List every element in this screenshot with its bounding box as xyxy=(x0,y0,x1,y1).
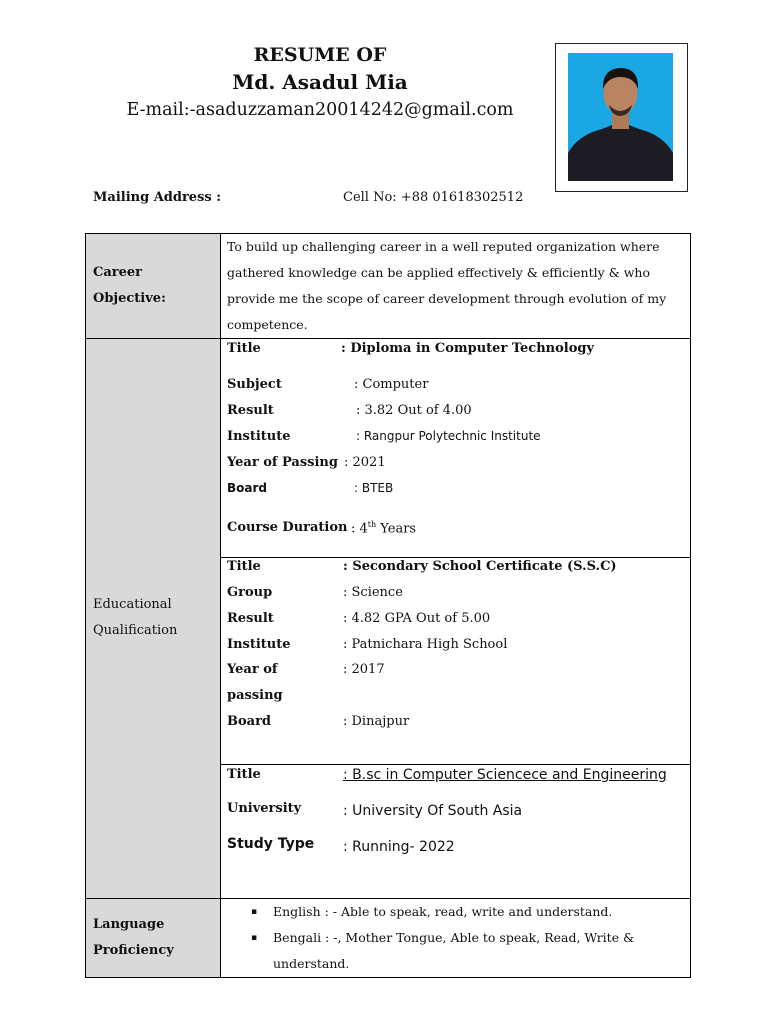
duration-suffix: th xyxy=(367,520,377,529)
diploma-institute-key: Institute xyxy=(227,429,291,444)
career-objective-text: To build up challenging career in a well reputed organization where gathered knowledge can be applied effectively & efficiently & who provide me the scope of career development through evolution of my competence. xyxy=(221,234,691,339)
profile-photo xyxy=(568,53,673,181)
resume-table xyxy=(85,233,691,978)
diploma-duration-key: Course Duration xyxy=(227,520,348,535)
bsc-study-type-key: Study Type xyxy=(227,836,315,852)
education-label-cell xyxy=(86,339,221,899)
education-label-2: Qualification xyxy=(93,623,178,638)
diploma-institute-value: : Rangpur Polytechnic Institute xyxy=(356,429,541,443)
diploma-result-value: : 3.82 Out of 4.00 xyxy=(356,403,472,418)
ssc-institute-value: : Patnichara High School xyxy=(343,637,508,652)
diploma-block xyxy=(221,339,691,558)
language-item-english: ▪ English : - Able to speak, read, write and understand. xyxy=(245,899,690,925)
bsc-block xyxy=(221,765,691,899)
bsc-university-value: : University Of South Asia xyxy=(343,803,523,819)
ssc-result-value: : 4.82 GPA Out of 5.00 xyxy=(343,611,491,626)
language-item-bengali: ▪ Bengali : -, Mother Tongue, Able to speak, Read, Write & understand. xyxy=(245,925,690,977)
ssc-board-key: Board xyxy=(227,714,272,729)
ssc-title-key: Title xyxy=(227,559,261,574)
career-label-1: Career xyxy=(93,264,143,280)
language-label-2: Proficiency xyxy=(93,942,174,958)
ssc-group-key: Group xyxy=(227,585,273,600)
career-row xyxy=(86,234,691,339)
diploma-year-key: Year of Passing xyxy=(227,455,338,470)
bsc-title-value: : B.sc in Computer Sciencece and Engineering xyxy=(343,767,667,783)
education-label-1: Educational xyxy=(93,597,172,612)
cell-number: Cell No: +88 01618302512 xyxy=(343,190,524,205)
photo-frame xyxy=(555,43,688,192)
diploma-board-key: Board xyxy=(227,481,267,495)
diploma-result-key: Result xyxy=(227,403,274,418)
ssc-year-key-1: Year of xyxy=(227,662,278,677)
language-label-1: Language xyxy=(93,916,165,932)
resume-heading: RESUME OF xyxy=(253,44,387,66)
language-cell xyxy=(221,899,691,978)
diploma-subject-key: Subject xyxy=(227,377,282,392)
candidate-name: Md. Asadul Mia xyxy=(232,70,408,94)
email-line: E-mail:-asaduzzaman20014242@gmail.com xyxy=(126,100,514,120)
ssc-year-key-2: passing xyxy=(227,688,283,703)
diploma-subject-value: : Computer xyxy=(354,377,429,392)
ssc-block xyxy=(221,558,691,765)
diploma-title-key: Title xyxy=(227,341,261,356)
diploma-year-value: : 2021 xyxy=(344,455,386,470)
duration-number: : 4 xyxy=(351,521,368,537)
diploma-title-value: : Diploma in Computer Technology xyxy=(341,341,595,356)
bsc-title-key: Title xyxy=(227,767,261,782)
career-label-2: Objective: xyxy=(93,290,166,306)
bsc-university-key: University xyxy=(227,801,302,816)
ssc-year-value: : 2017 xyxy=(343,662,385,677)
bsc-study-type-value: : Running- 2022 xyxy=(343,839,455,855)
education-row-diploma xyxy=(86,339,691,558)
ssc-group-value: : Science xyxy=(343,585,403,600)
ssc-title-value: : Secondary School Certificate (S.S.C) xyxy=(343,559,617,574)
ssc-board-value: : Dinajpur xyxy=(343,714,410,729)
person-silhouette-icon xyxy=(568,53,673,181)
diploma-duration-value xyxy=(351,520,416,536)
language-list xyxy=(221,899,690,977)
language-label-cell xyxy=(86,899,221,978)
mailing-address-label: Mailing Address : xyxy=(93,190,222,205)
duration-unit: Years xyxy=(376,521,417,537)
ssc-institute-key: Institute xyxy=(227,637,291,652)
language-row xyxy=(86,899,691,978)
ssc-result-key: Result xyxy=(227,611,274,626)
career-label-cell xyxy=(86,234,221,339)
diploma-board-value: : BTEB xyxy=(354,481,394,495)
